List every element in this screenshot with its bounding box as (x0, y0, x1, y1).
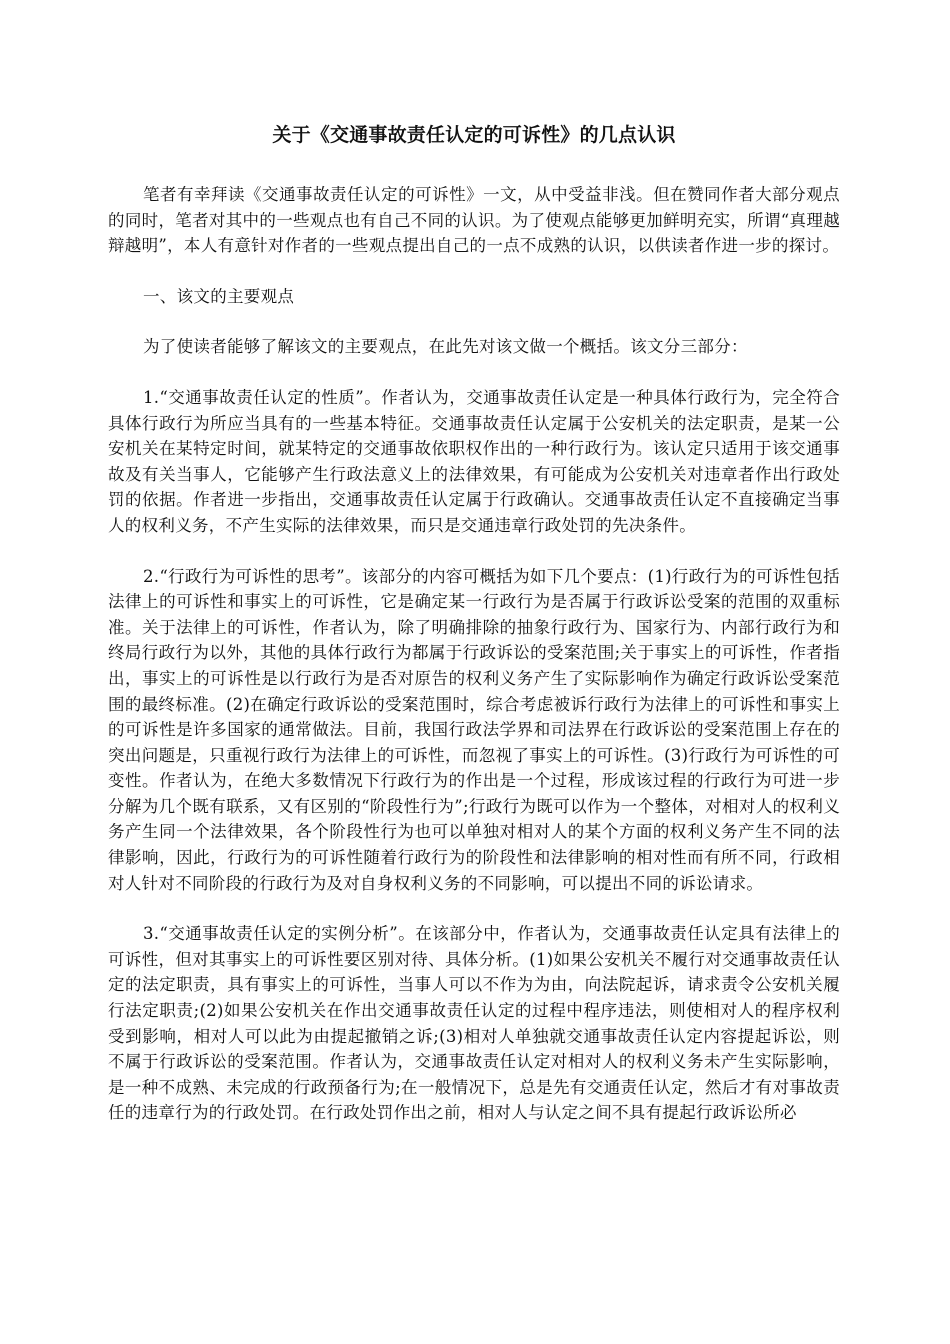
point-1-paragraph: 1.“交通事故责任认定的性质”。作者认为，交通事故责任认定是一种具体行政行为，完全符合具体行政行为所应当具有的一些基本特征。交通事故责任认定属于公安机关的法定职责，是某一公安机关在某特定时间，就某特定的交通事故依职权作出的一种行政行为。该认定只适用于该交通事故及有关当事人，它能够产生行政法意义上的法律效果，有可能成为公安机关对违章者作出行政处罚的依据。作者进一步指出，交通事故责任认定属于行政确认。交通事故责任认定不直接确定当事人的权利义务，不产生实际的法律效果，而只是交通违章行政处罚的先决条件。 (108, 387, 840, 535)
document-page (108, 120, 840, 1151)
point-3-paragraph: 3.“交通事故责任认定的实例分析”。在该部分中，作者认为，交通事故责任认定具有法律上的可诉性，但对其事实上的可诉性要区别对待、具体分析。(1)如果公安机关不履行对交通事故责任认定的法定职责，具有事实上的可诉性，当事人可以不作为为由，向法院起诉，请求责令公安机关履行法定职责;(2)如果公安机关在作出交通事故责任认定的过程中程序违法，则使相对人的程序权利受到影响，相对人可以此为由提起撤销之诉;(3)相对人单独就交通事故责任认定内容提起诉讼，则不属于行政诉讼的受案范围。作者认为，交通事故责任认定对相对人的权利义务未产生实际影响，是一种不成熟、未完成的行政预备行为;在一般情况下，总是先有交通责任认定，然后才有对事故责任的违章行为的行政处罚。在行政处罚作出之前，相对人与认定之间不具有提起行政诉讼所必 (108, 924, 840, 1123)
point-2-paragraph: 2.“行政行为可诉性的思考”。该部分的内容可概括为如下几个要点：(1)行政行为的可诉性包括法律上的可诉性和事实上的可诉性，它是确定某一行政行为是否属于行政诉讼受案的范围的双重标准。关于法律上的可诉性，作者认为，除了明确排除的抽象行政行为、国家行为、内部行政行为和终局行政行为以外，其他的具体行政行为都属于行政诉讼的受案范围;关于事实上的可诉性，作者指出，事实上的可诉性是以行政行为是否对原告的权利义务产生了实际影响作为确定行政诉讼受案范围的最终标准。(2)在确定行政诉讼的受案范围时，综合考虑被诉行政行为法律上的可诉性和事实上的可诉性是许多国家的通常做法。目前，我国行政法学界和司法界在行政诉讼的受案范围上存在的突出问题是，只重视行政行为法律上的可诉性，而忽视了事实上的可诉性。(3)行政行为可诉性的可变性。作者认为，在绝大多数情况下行政行为的作出是一个过程，形成该过程的行政行为可进一步分解为几个既有联系，又有区别的“阶段性行为”;行政行为既可以作为一个整体，对相对人的权利义务产生同一个法律效果，各个阶段性行为也可以单独对相对人的某个方面的权利义务产生不同的法律影响，因此，行政行为的可诉性随着行政行为的阶段性和法律影响的相对性而有所不同，行政相对人针对不同阶段的行政行为及对自身权利义务的不同影响，可以提出不同的诉讼请求。 (108, 566, 840, 893)
summary-intro-paragraph: 为了使读者能够了解该文的主要观点，在此先对该文做一个概括。该文分三部分： (143, 337, 748, 357)
intro-paragraph: 笔者有幸拜读《交通事故责任认定的可诉性》一文，从中受益非浅。但在赞同作者大部分观点的同时，笔者对其中的一些观点也有自己不同的认识。为了使观点能够更加鲜明充实，所谓“真理越辩越明”，本人有意针对作者的一些观点提出自己的一点不成熟的认识，以供读者作进一步的探讨。 (108, 185, 840, 256)
document-title: 关于《交通事故责任认定的可诉性》的几点认识 (272, 124, 676, 146)
section-heading-main-points: 一、该文的主要观点 (143, 286, 295, 306)
